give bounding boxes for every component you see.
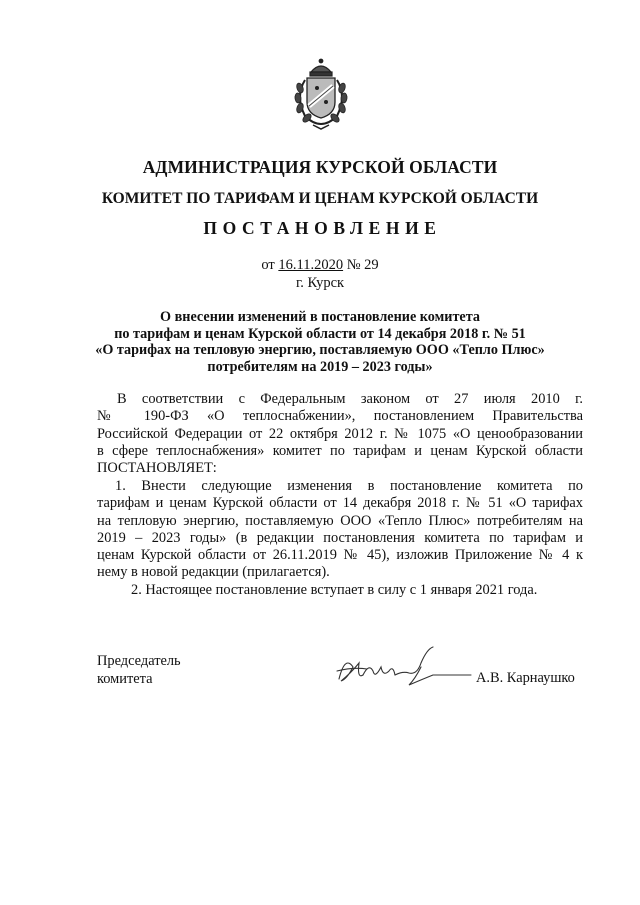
committee-title: КОМИТЕТ ПО ТАРИФАМ И ЦЕНАМ КУРСКОЙ ОБЛАСТИ: [101, 190, 539, 207]
text-line: Российской Федерации от 22 октября 2012 г. № 1075 «О ценообразовании: [97, 425, 583, 442]
city-line: г. Курск: [295, 275, 345, 291]
subject-line: потребителям на 2019 – 2023 годы»: [207, 358, 433, 375]
handwritten-signature: [333, 645, 473, 691]
document-subject: [90, 309, 550, 375]
document-number: № 29: [346, 257, 379, 273]
coat-of-arms-emblem: [291, 58, 351, 130]
position-line: Председатель: [97, 653, 181, 669]
text-line: В соответствии с Федеральным законом от 27 июля 2010 г.: [117, 391, 583, 407]
date-number-line: [0, 257, 640, 274]
text-line: 2019 – 2023 годы» (в редакции постановления комитета по тарифам и: [97, 529, 583, 546]
text-line: № 190-ФЗ «О теплоснабжении», постановлением Правительства: [97, 408, 583, 425]
subject-line: по тарифам и ценам Курской области от 14 декабря 2018 г. № 51: [114, 325, 526, 342]
subject-line: О внесении изменений в постановление комитета: [160, 309, 480, 325]
document-type-title: ПОСТАНОВЛЕНИЕ: [203, 218, 442, 238]
decree-word: ПОСТАНОВЛЯЕТ:: [97, 460, 217, 477]
text-line: 1. Внести следующие изменения в постановление комитета по: [115, 478, 583, 494]
text-line: 2. Настоящее постановление вступает в силу с 1 января 2021 года.: [131, 582, 538, 598]
crown-icon: [310, 59, 332, 76]
position-line: комитета: [97, 671, 153, 687]
signatory-position: [97, 652, 181, 688]
text-line: тарифам и ценам Курской области от 14 декабря 2018 г. № 51 «О тарифах: [97, 495, 583, 512]
item-1-paragraph: [97, 478, 583, 582]
signatory-name: А.В. Карнаушко: [476, 670, 575, 686]
item-2-paragraph: [97, 582, 583, 599]
date-prefix: от: [261, 257, 275, 273]
administration-title: АДМИНИСТРАЦИЯ КУРСКОЙ ОБЛАСТИ: [142, 157, 498, 177]
text-line: в сфере теплоснабжения» комитет по тарифам и ценам Курской области: [97, 442, 583, 459]
preamble-paragraph: [97, 391, 583, 477]
text-line: ценам Курской области от 26.11.2019 № 45), изложив Приложение № 4 к: [97, 547, 583, 564]
subject-line: «О тарифах на тепловую энергию, поставляемую ООО «Тепло Плюс»: [95, 342, 545, 358]
text-line: на тепловую энергию, поставляемую ООО «Тепло Плюс» потребителям на: [97, 512, 583, 529]
text-line: нему в новой редакции (прилагается).: [97, 564, 330, 581]
document-date: 16.11.2020: [278, 257, 344, 273]
